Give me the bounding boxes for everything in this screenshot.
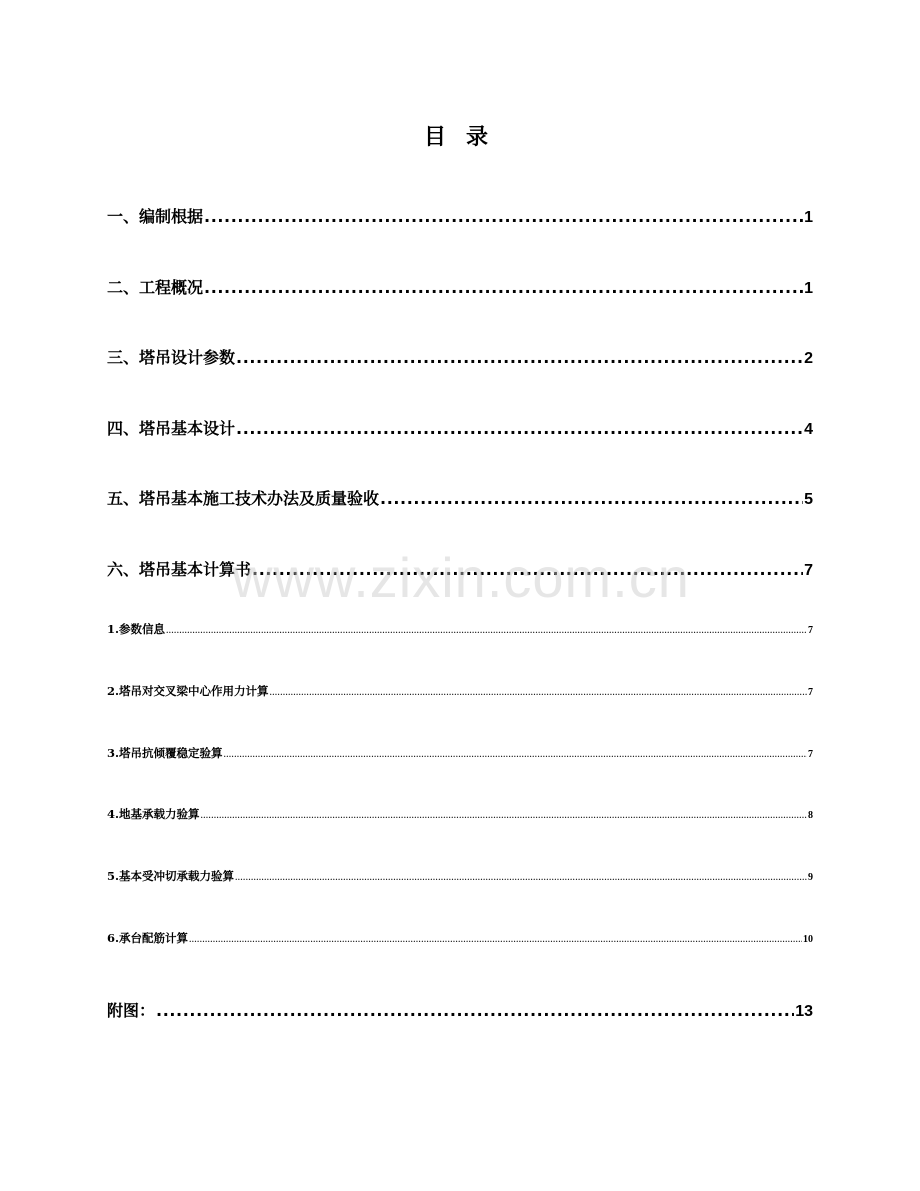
toc-entry-text: 三、塔吊设计参数 (107, 348, 236, 367)
toc-entry-page: 7 (808, 749, 813, 760)
dot-leader (235, 873, 807, 882)
toc-entry[interactable] (107, 275, 813, 298)
toc-entry-text: 四、塔吊基本设计 (107, 419, 236, 438)
toc-entry[interactable] (107, 621, 813, 637)
toc-entry-text: 1.参数信息 (107, 622, 166, 636)
toc-entry[interactable] (107, 998, 813, 1021)
toc-entry[interactable] (107, 806, 813, 822)
toc-entry[interactable] (107, 745, 813, 761)
dot-leader (166, 626, 807, 635)
toc-entry-page: 10 (803, 934, 813, 945)
dot-leader (204, 278, 803, 297)
dot-leader (204, 207, 803, 226)
toc-entry[interactable] (107, 416, 813, 439)
toc-entry[interactable] (107, 930, 813, 946)
dot-leader (380, 489, 803, 508)
toc-entry-text: 6.承台配筋计算 (107, 931, 189, 945)
watermark: www.zixin.com.cn (232, 546, 690, 609)
dot-leader (156, 1001, 794, 1020)
toc-entry-text: 5.基本受冲切承载力验算 (107, 869, 235, 883)
toc-entry-text: 二、工程概况 (107, 278, 204, 297)
toc-entry-page: 8 (808, 810, 813, 821)
toc-entry[interactable] (107, 486, 813, 509)
toc-entry-page: 7 (804, 562, 813, 579)
dot-leader (236, 419, 803, 438)
toc-entry[interactable] (107, 345, 813, 368)
dot-leader (236, 348, 803, 367)
dot-leader (224, 750, 807, 759)
toc-entry-text: 一、编制根据 (107, 207, 204, 226)
toc-entry[interactable] (107, 868, 813, 884)
toc-entry-page: 7 (808, 687, 813, 698)
toc-entry-page: 4 (804, 421, 813, 438)
toc-entry[interactable] (107, 683, 813, 699)
toc-entry-text: 2.塔吊对交叉梁中心作用力计算 (107, 684, 269, 698)
toc-entry-text: 附图： (107, 1001, 156, 1020)
dot-leader (252, 560, 803, 579)
toc-entry-text: 4.地基承载力验算 (107, 807, 200, 821)
toc-entry-text: 六、塔吊基本计算书 (107, 560, 252, 579)
toc-title: 目录 (423, 125, 508, 150)
toc-entry-page: 1 (804, 280, 813, 297)
toc-entry-page: 1 (804, 209, 813, 226)
toc-entry-text: 3.塔吊抗倾覆稳定验算 (107, 746, 223, 760)
toc-entry-page: 2 (804, 350, 813, 367)
dot-leader (270, 688, 807, 697)
dot-leader (189, 935, 802, 944)
toc-entry-text: 五、塔吊基本施工技术办法及质量验收 (107, 489, 380, 508)
toc-entry-page: 7 (808, 625, 813, 636)
toc-entry[interactable] (107, 557, 813, 580)
toc-entry-page: 13 (795, 1003, 813, 1020)
toc-entry-page: 5 (804, 491, 813, 508)
toc-entry-page: 9 (808, 872, 813, 883)
dot-leader (201, 811, 807, 820)
toc-entry[interactable] (107, 204, 813, 227)
